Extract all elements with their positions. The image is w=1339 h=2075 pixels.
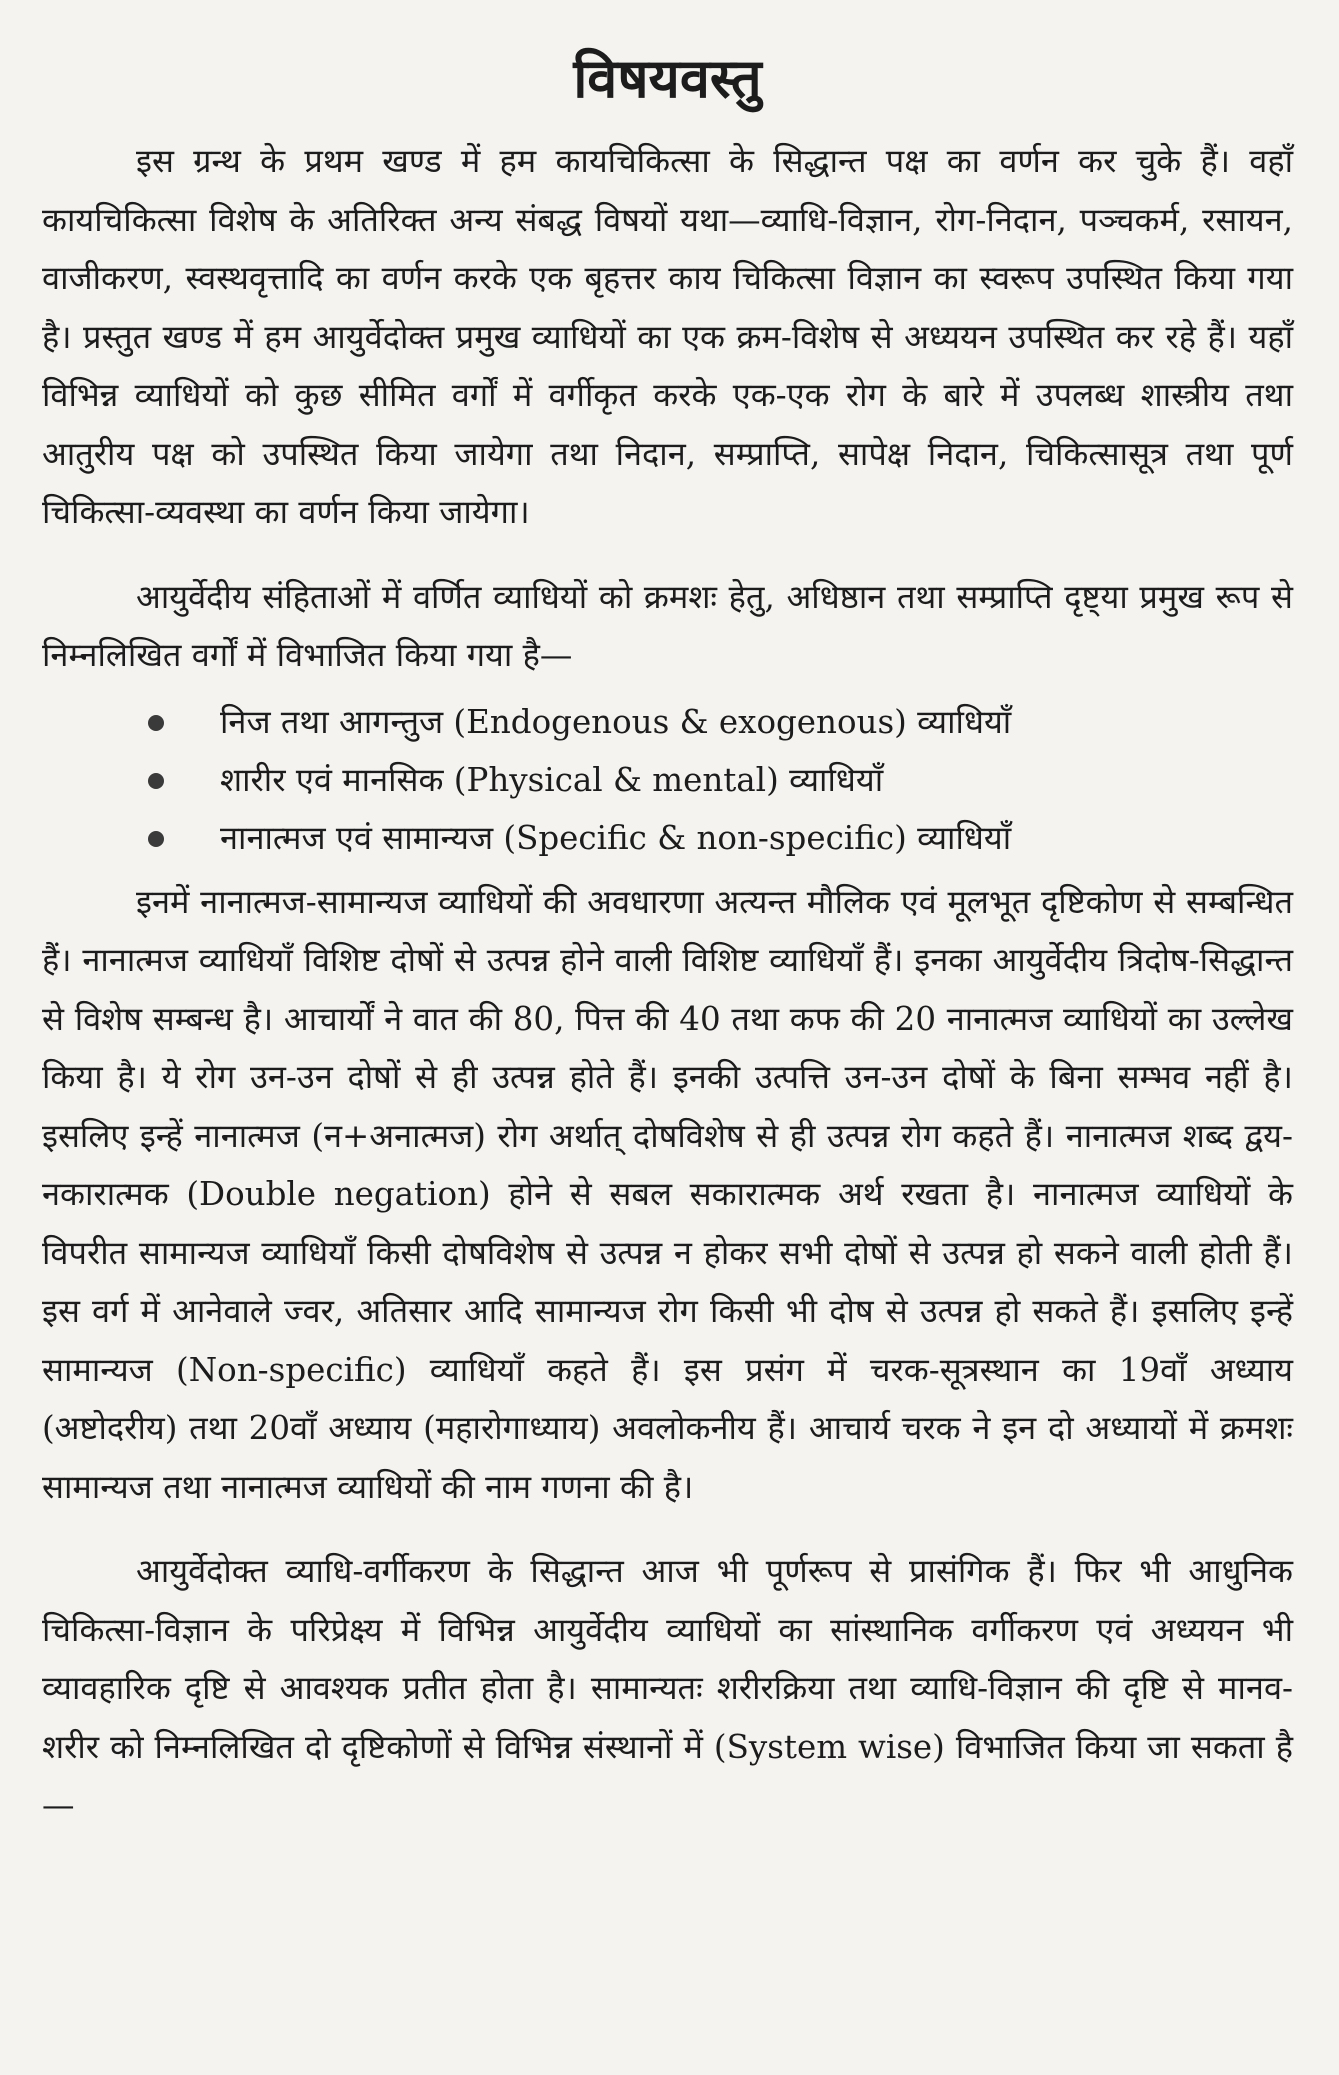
paragraph-classification: आयुर्वेदीय संहिताओं में वर्णित व्याधियों को क्रमशः हेतु, अधिष्ठान तथा सम्प्राप्ति दृष्ट्या प्रमुख रूप से निम्नलिखित वर्गों में विभाजित किया गया है—	[42, 577, 1293, 674]
list-item-text: नानात्मज एवं सामान्यज (Specific & non-specific) व्याधियाँ	[220, 818, 1012, 857]
list-item	[42, 693, 1293, 751]
bullet-dot-icon	[148, 715, 164, 731]
paragraph-gap	[42, 542, 1293, 568]
paragraph-nanatmaja: इनमें नानात्मज-सामान्यज व्याधियों की अवधारणा अत्यन्त मौलिक एवं मूलभूत दृष्टिकोण से सम्बन्धित हैं। नानात्मज व्याधियाँ विशिष्ट दोषों से उत्पन्न होने वाली विशिष्ट व्याधियाँ हैं। इनका आयुर्वेदीय त्रिदोष-सिद्धान्त से विशेष सम्बन्ध है। आचार्यों ने वात की 80, पित्त की 40 तथा कफ की 20 नानात्मज व्याधियों का उल्लेख किया है। ये रोग उन-उन दोषों से ही उत्पन्न होते हैं। इनकी उत्पत्ति उन-उन दोषों के बिना सम्भव नहीं है। इसलिए इन्हें नानात्मज (न+अनात्मज) रोग अर्थात् दोषविशेष से ही उत्पन्न रोग कहते हैं। नानात्मज शब्द द्वय-नकारात्मक (Double negation) होने से सबल सकारात्मक अर्थ रखता है। नानात्मज व्याधियों के विपरीत सामान्यज व्याधियाँ किसी दोषविशेष से उत्पन्न न होकर सभी दोषों से उत्पन्न हो सकने वाली होती हैं। इस वर्ग में आनेवाले ज्वर, अतिसार आदि सामान्यज रोग किसी भी दोष से उत्पन्न हो सकते हैं। इसलिए इन्हें सामान्यज (Non-specific) व्याधियाँ कहते हैं। इस प्रसंग में चरक-सूत्रस्थान का 19वाँ अध्याय (अष्टोदरीय) तथा 20वाँ अध्याय (महारोगाध्याय) अवलोकनीय हैं। आचार्य चरक ने इन दो अध्यायों में क्रमशः सामान्यज तथा नानात्मज व्याधियों की नाम गणना की है।	[42, 882, 1293, 1506]
list-item-text: शारीर एवं मानसिक (Physical & mental) व्याधियाँ	[220, 760, 884, 799]
list-item-text: निज तथा आगन्तुज (Endogenous & exogenous) व्याधियाँ	[220, 702, 1012, 741]
bullet-list	[42, 693, 1293, 867]
bullet-dot-icon	[148, 773, 164, 789]
paragraph-intro: इस ग्रन्थ के प्रथम खण्ड में हम कायचिकित्सा के सिद्धान्त पक्ष का वर्णन कर चुके हैं। वहाँ कायचिकित्सा विशेष के अतिरिक्त अन्य संबद्ध विषयों यथा—व्याधि-विज्ञान, रोग-निदान, पञ्चकर्म, रसायन, वाजीकरण, स्वस्थवृत्तादि का वर्णन करके एक बृहत्तर काय चिकित्सा विज्ञान का स्वरूप उपस्थित किया गया है। प्रस्तुत खण्ड में हम आयुर्वेदोक्त प्रमुख व्याधियों का एक क्रम-विशेष से अध्ययन उपस्थित कर रहे हैं। यहाँ विभिन्न व्याधियों को कुछ सीमित वर्गों में वर्गीकृत करके एक-एक रोग के बारे में उपलब्ध शास्त्रीय तथा आतुरीय पक्ष को उपस्थित किया जायेगा तथा निदान, सम्प्राप्ति, सापेक्ष निदान, चिकित्सासूत्र तथा पूर्ण चिकित्सा-व्यवस्था का वर्णन किया जायेगा।	[42, 142, 1293, 531]
list-item	[42, 751, 1293, 809]
paragraph-system-classification: आयुर्वेदोक्त व्याधि-वर्गीकरण के सिद्धान्त आज भी पूर्णरूप से प्रासंगिक हैं। फिर भी आधुनिक चिकित्सा-विज्ञान के परिप्रेक्ष्य में विभिन्न आयुर्वेदीय व्याधियों का सांस्थानिक वर्गीकरण एवं अध्ययन भी व्यावहारिक दृष्टि से आवश्यक प्रतीत होता है। सामान्यतः शरीरक्रिया तथा व्याधि-विज्ञान की दृष्टि से मानव-शरीर को निम्नलिखित दो दृष्टिकोणों से विभिन्न संस्थानों में (System wise) विभाजित किया जा सकता है—	[42, 1552, 1293, 1824]
list-item	[42, 809, 1293, 867]
bullet-dot-icon	[148, 831, 164, 847]
page-title: विषयवस्तु	[573, 47, 762, 110]
paragraph-gap	[42, 1516, 1293, 1542]
